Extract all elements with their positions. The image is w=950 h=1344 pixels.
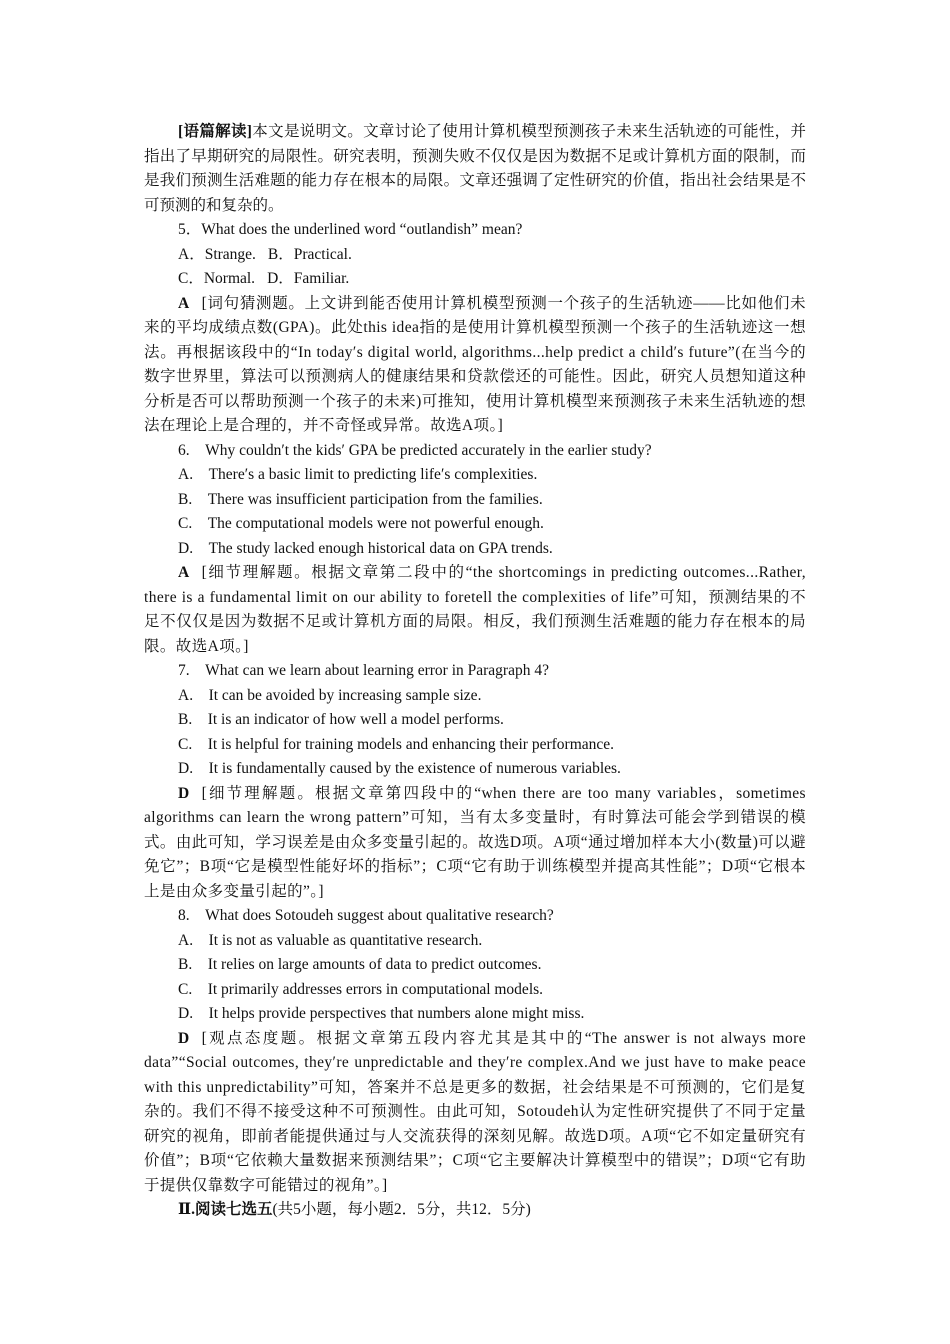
interpretation-tag: [语篇解读]: [178, 123, 252, 140]
explanation-text: [词句猜测题。上文讲到能否使用计算机模型预测一个孩子的生活轨迹——比如他们未来的平均成绩点数(GPA)。此处this idea指的是使用计算机模型预测一个孩子的生活轨迹这一想法。再根据该段中的“In today′s digital world, algorithms...help predict a child′s future”(在当今的数字世界里，算法可以预测病人的健康结果和贷款偿还的可能性。因此，研究人员想知道这种分析是否可以帮助预测一个孩子的未来)可推知，使用计算机模型来预测孩子未来生活轨迹的想法在理论上是合理的，并不奇怪或异常。故选A项。]: [144, 294, 806, 434]
option-a: A. There′s a basic limit to predicting life′s complexities.: [178, 466, 538, 483]
explanation-text: [细节理解题。根据文章第四段中的“when there are too many variables，sometimes algorithms can learn the wrong pattern”可知，当有太多变量时，有时算法可能会学到错误的模式。由此可知，学习误差是由众多变量引起的。故选D项。A项“通过增加样本大小(数量)可以避免它”；B项“它是模型性能好坏的指标”；C项“它有助于训练模型并提高其性能”；D项“它根本上是由众多变量引起的”。]: [144, 784, 806, 900]
option-c: C. The computational models were not powerful enough.: [178, 515, 544, 532]
explanation-text: [细节理解题。根据文章第二段中的“the shortcomings in predicting outcomes...Rather, there is a fundamental limit on our ability to foretell the complexities of life”可知，预测结果的不足不仅仅是因为数据不足或计算机方面的局限。相反，我们预测生活难题的能力存在根本的局限。故选A项。]: [144, 564, 806, 655]
option-d: D. It is fundamentally caused by the existence of numerous variables.: [178, 760, 621, 777]
answer-key: A: [178, 564, 190, 581]
option-a: A．Strange.: [178, 245, 256, 263]
section-note: (共5小题，每小题2．5分，共12．5分): [272, 1201, 531, 1218]
passage-interpretation: [144, 120, 806, 218]
option-b: B. It relies on large amounts of data to predict outcomes.: [178, 956, 542, 973]
document-page: [144, 120, 806, 1223]
question-5-explanation: [144, 292, 806, 439]
answer-key: D: [178, 1029, 190, 1047]
question-5-options-row-2: [144, 267, 806, 292]
answer-key: D: [178, 784, 190, 802]
option-c: C. It is helpful for training models and enhancing their performance.: [178, 735, 615, 753]
option-c: C．Normal.: [178, 270, 256, 287]
explanation-text: [观点态度题。根据文章第五段内容尤其是其中的“The answer is not always more data”“Social outcomes, they′re unpredictable and they′re complex.And we just have to make peace with this unpredictability”可知，答案并不总是更多的数据，社会结果是不可预测的，它们是复杂的。我们不得不接受这种不可预测性。由此可知，Sotoudeh认为定性研究提供了不同于定量研究的视角，即前者能提供通过与人交流获得的深刻见解。故选D项。A项“它不如定量研究有价值”；B项“它依赖大量数据来预测结果”；C项“它主要解决计算模型中的错误”；D项“它有助于提供仅靠数字可能错过的视角”。]: [144, 1029, 806, 1194]
question-5-options-row-1: [144, 243, 806, 268]
question-8-stem: 8. What does Sotoudeh suggest about qualitative research?: [178, 907, 554, 924]
question-6-stem: 6. Why couldn′t the kids′ GPA be predicted accurately in the earlier study?: [178, 441, 652, 459]
option-c: C. It primarily addresses errors in computational models.: [178, 980, 544, 998]
option-b: B．Practical.: [267, 245, 352, 263]
answer-key: A: [178, 294, 190, 312]
option-b: B. It is an indicator of how well a model performs.: [178, 711, 504, 728]
question-7-explanation: [144, 782, 806, 905]
question-8-explanation: [144, 1027, 806, 1199]
interpretation-text: 本文是说明文。文章讨论了使用计算机模型预测孩子未来生活轨迹的可能性，并指出了早期研究的局限性。研究表明，预测失败不仅仅是因为数据不足或计算机方面的限制，而是我们预测生活难题的能力存在根本的局限。文章还强调了定性研究的价值，指出社会结果是不可预测的和复杂的。: [144, 123, 806, 214]
option-a: A. It is not as valuable as quantitative research.: [178, 931, 483, 949]
option-d: D. It helps provide perspectives that numbers alone might miss.: [178, 1005, 585, 1022]
question-5-stem: 5．What does the underlined word “outlandish” mean?: [178, 221, 523, 238]
question-7-stem: 7. What can we learn about learning error in Paragraph 4?: [178, 662, 549, 679]
section-heading: [144, 1198, 806, 1223]
option-d: D. The study lacked enough historical data on GPA trends.: [178, 539, 553, 557]
question-6-explanation: [144, 561, 806, 659]
option-b: B. There was insufficient participation from the families.: [178, 490, 543, 508]
section-title: Ⅱ.阅读七选五: [178, 1201, 273, 1218]
option-a: A. It can be avoided by increasing sample size.: [178, 686, 482, 704]
option-d: D．Familiar.: [267, 270, 350, 287]
